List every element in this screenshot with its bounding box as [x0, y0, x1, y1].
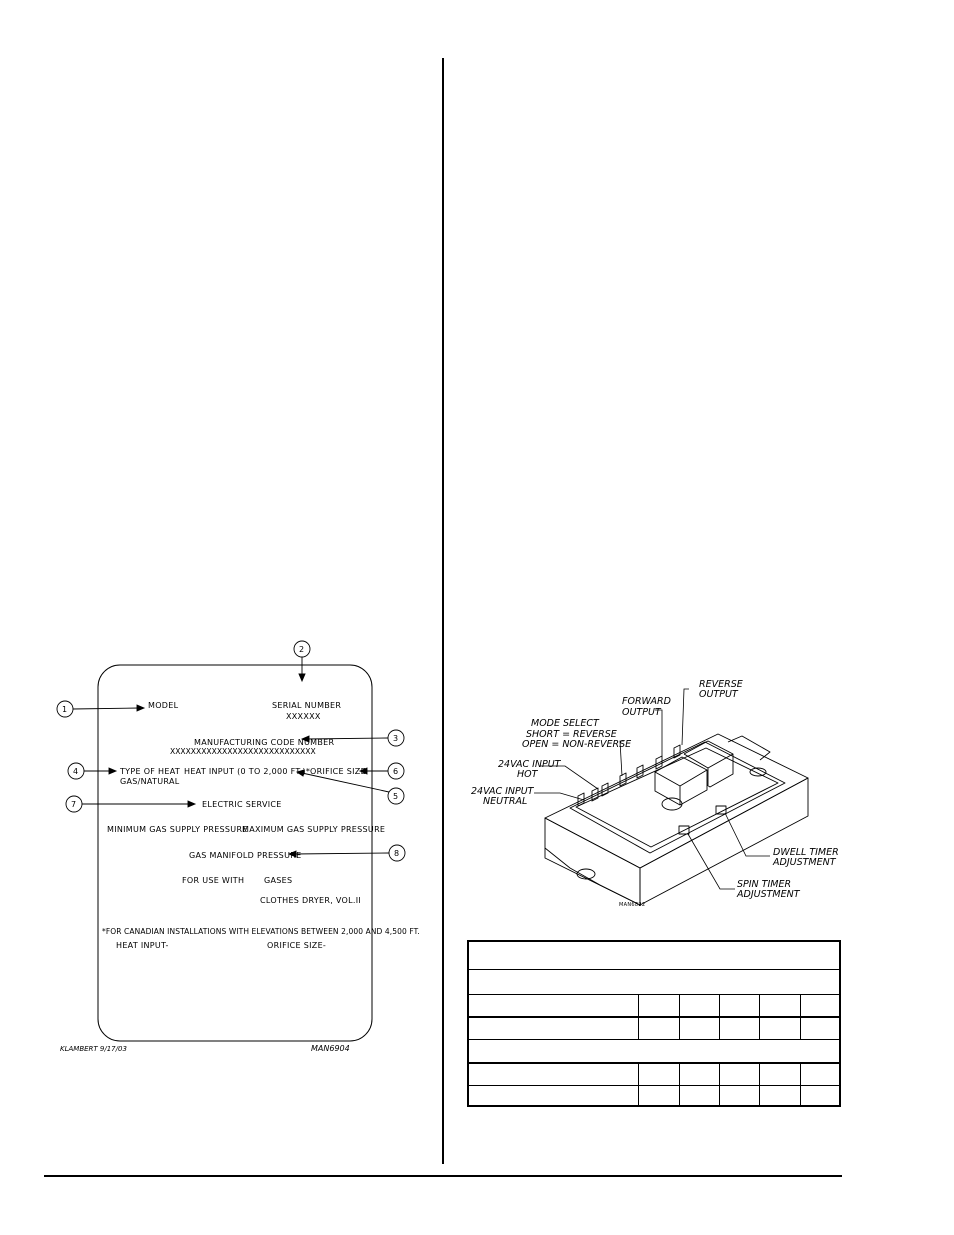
clothes-dryer-label: CLOTHES DRYER, VOL.II [260, 896, 362, 905]
input-hot-line2: HOT [517, 769, 538, 780]
table-row [469, 1018, 839, 1040]
heat-input-label: HEAT INPUT (0 TO 2,000 FT.)* [184, 767, 311, 776]
table-row [469, 1064, 839, 1086]
settings-table [467, 940, 841, 1107]
drawn-by-label: KLAMBERT 9/17/03 [60, 1045, 127, 1053]
orifice-size-label: ORIFICE SIZE [310, 767, 366, 776]
for-use-with-label: FOR USE WITH [182, 876, 245, 885]
table-row [469, 995, 839, 1018]
max-gas-pressure-label: MAXIMUM GAS SUPPLY PRESSURE [242, 825, 386, 834]
gas-natural-label: GAS/NATURAL [120, 777, 180, 786]
orifice-size-canada-label: ORIFICE SIZE- [267, 941, 327, 950]
spin-timer-line1: SPIN TIMER [737, 879, 792, 890]
input-hot-line1: 24VAC INPUT [498, 759, 561, 770]
dwell-timer-line2: ADJUSTMENT [773, 857, 836, 868]
table-section-row [469, 1040, 839, 1064]
min-gas-pressure-label: MINIMUM GAS SUPPLY PRESSURE [107, 825, 248, 834]
forward-output-line1: FORWARD [622, 696, 671, 707]
callout-label-6: 6 [393, 767, 399, 776]
callout-label-2: 2 [299, 645, 305, 654]
mode-select-line2: SHORT = REVERSE [526, 729, 617, 740]
electric-service-label: ELECTRIC SERVICE [202, 800, 282, 809]
manifold-pressure-label: GAS MANIFOLD PRESSURE [189, 851, 302, 860]
nameplate-drawing-id: MAN6904 [311, 1044, 350, 1053]
callout-label-5: 5 [393, 792, 399, 801]
callout-label-8: 8 [394, 849, 400, 858]
input-neutral-line2: NEUTRAL [483, 796, 528, 807]
type-of-heat-label: TYPE OF HEAT [120, 767, 181, 776]
table-subheader-row [469, 970, 839, 995]
table-row [469, 1086, 839, 1105]
input-neutral-line1: 24VAC INPUT [471, 786, 534, 797]
reverse-output-line2: OUTPUT [699, 689, 738, 700]
table-header-row [469, 942, 839, 970]
board-drawing-id: MAN6822 [619, 902, 646, 908]
heat-input-canada-label: HEAT INPUT- [116, 941, 169, 950]
callout-label-3: 3 [393, 734, 399, 743]
dwell-timer-line1: DWELL TIMER [773, 847, 839, 858]
serial-number-value: XXXXXX [286, 712, 321, 721]
gases-label: GASES [264, 876, 293, 885]
reverse-output-line1: REVERSE [699, 679, 743, 690]
callout-label-7: 7 [71, 800, 77, 809]
mode-select-line3: OPEN = NON-REVERSE [522, 739, 632, 750]
serial-number-label: SERIAL NUMBER [272, 701, 342, 710]
mode-select-line1: MODE SELECT [531, 718, 599, 729]
spin-timer-line2: ADJUSTMENT [737, 889, 800, 900]
model-label: MODEL [148, 701, 179, 710]
canadian-note: *FOR CANADIAN INSTALLATIONS WITH ELEVATIONS BETWEEN 2,000 AND 4,500 FT. [102, 927, 420, 936]
mfg-code-label: MANUFACTURING CODE NUMBER [194, 738, 335, 747]
callout-label-1: 1 [62, 705, 68, 714]
callout-label-4: 4 [73, 767, 79, 776]
forward-output-line2: OUTPUT [622, 707, 661, 718]
mfg-code-value: XXXXXXXXXXXXXXXXXXXXXXXXXXXX [170, 747, 316, 756]
